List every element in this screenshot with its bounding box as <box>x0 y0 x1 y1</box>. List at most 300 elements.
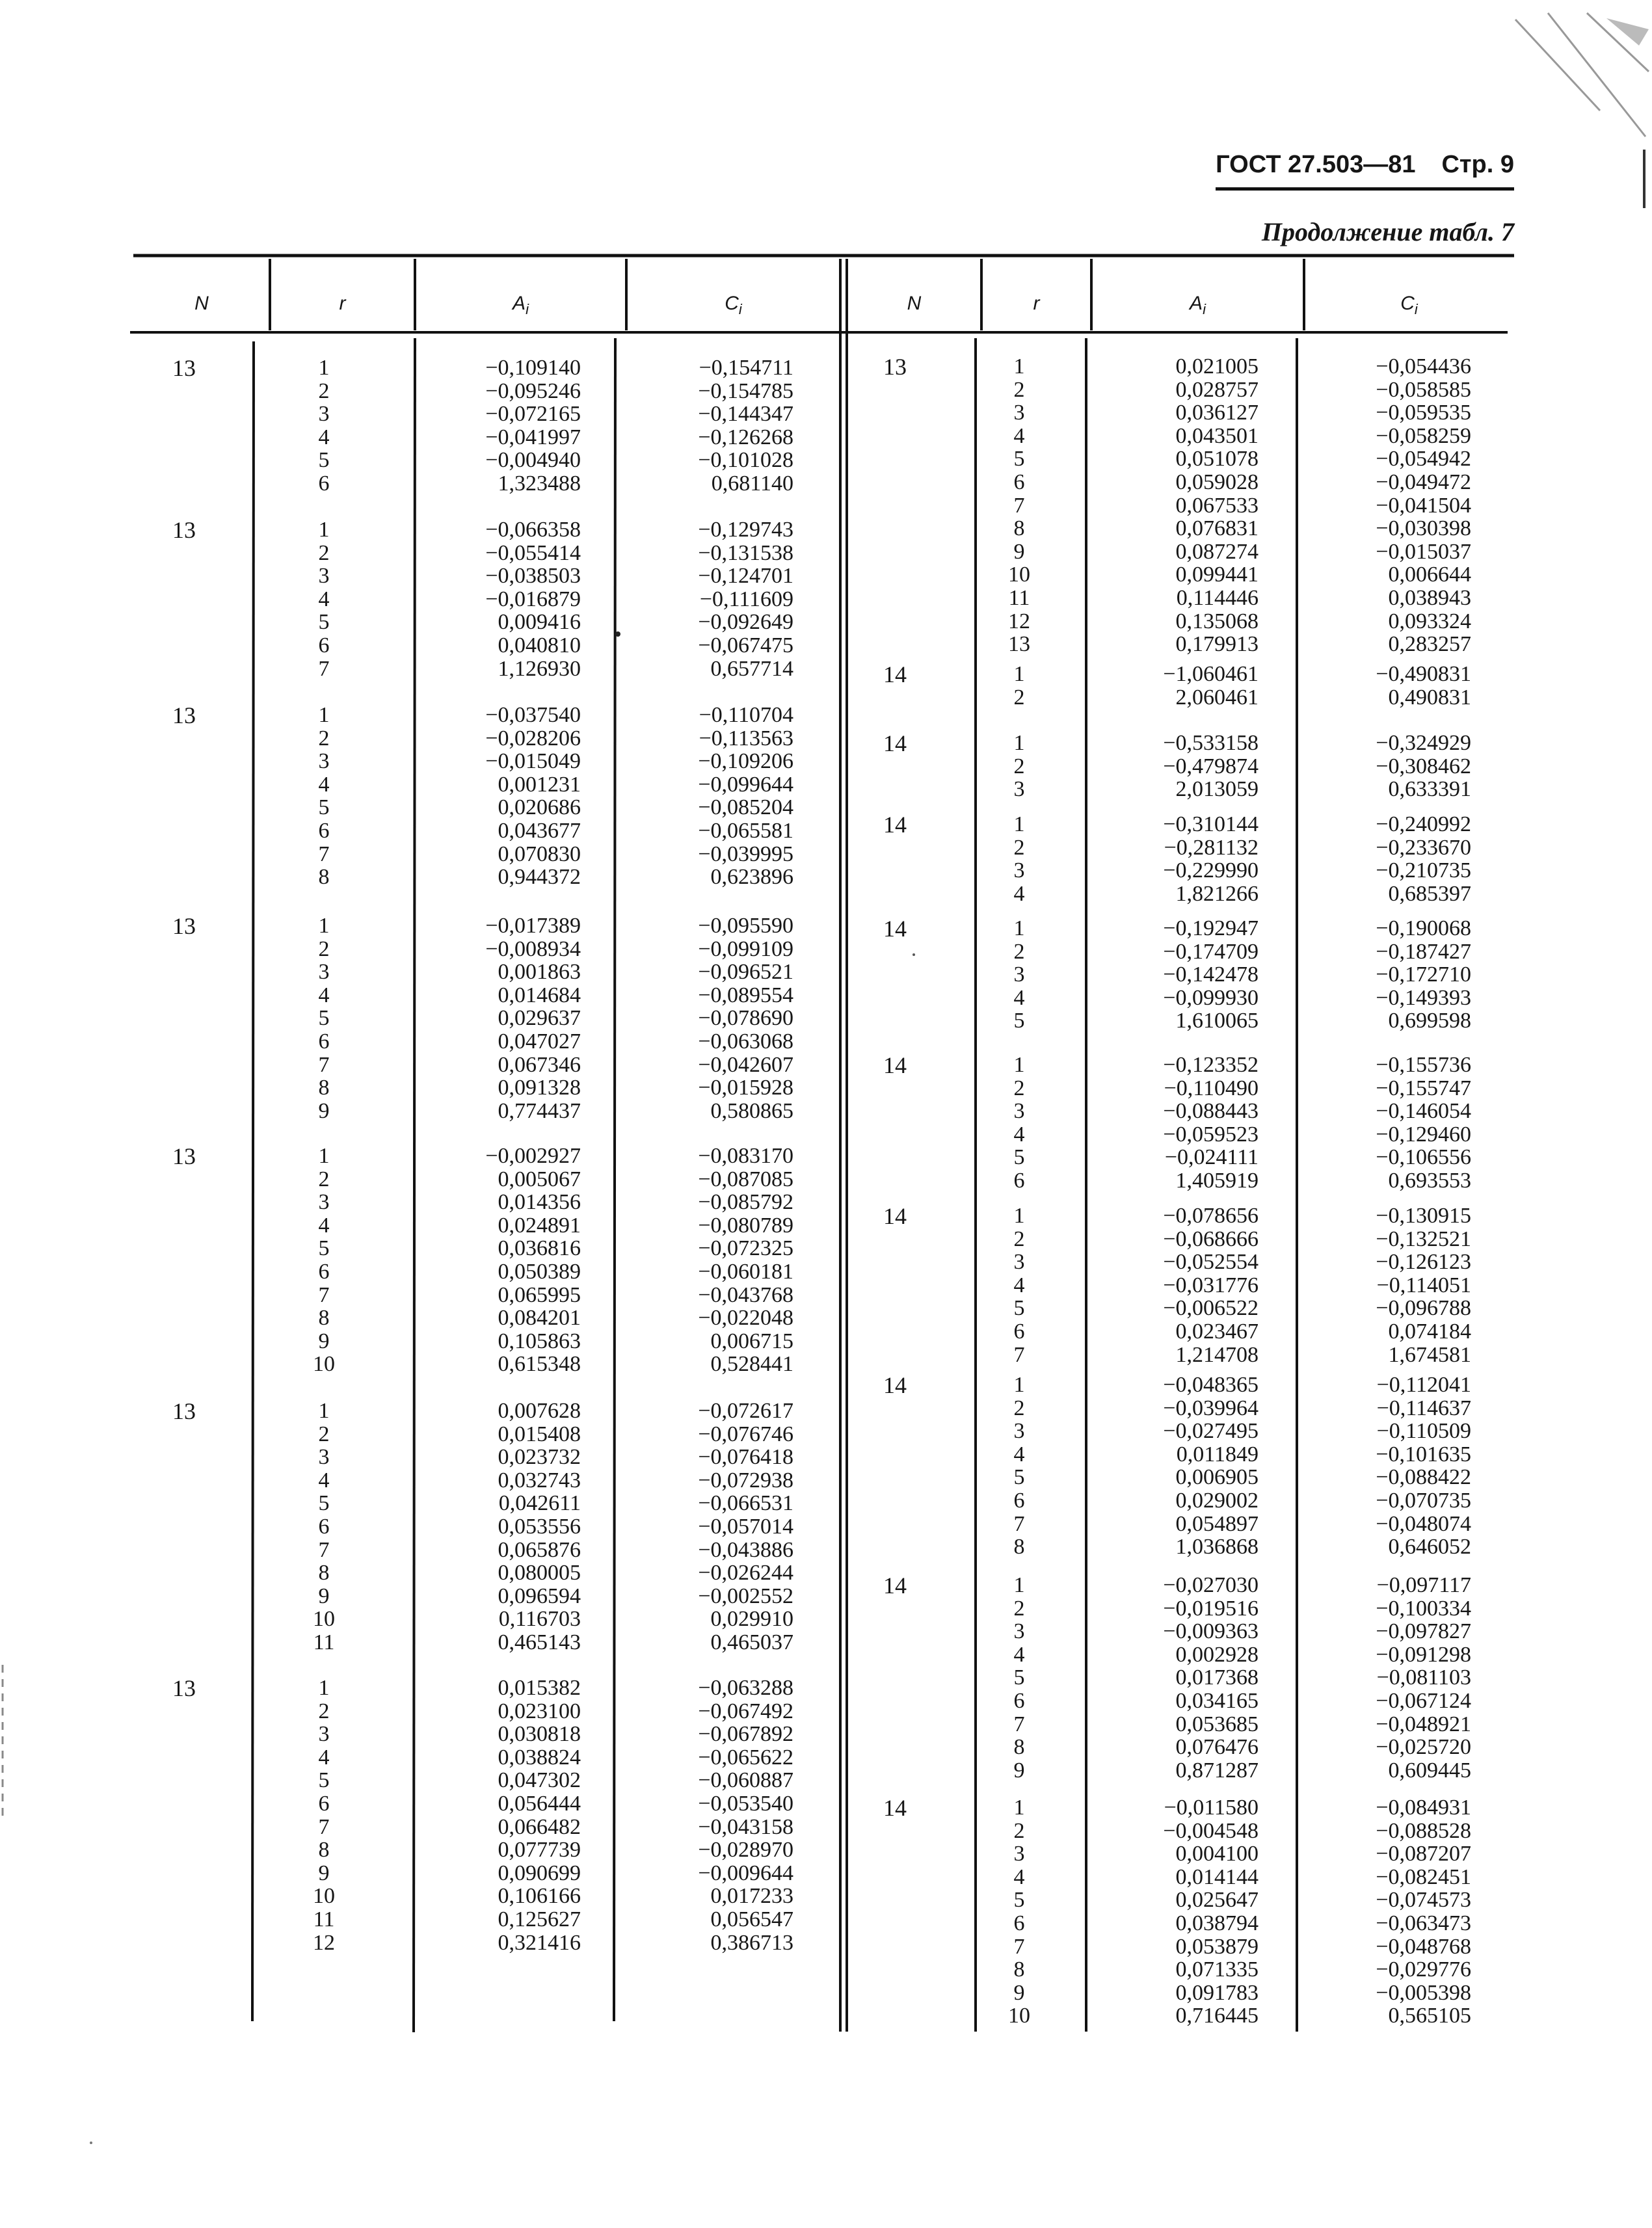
r-value: 8 <box>1013 516 1025 541</box>
c-value: 0,056547 <box>710 1907 793 1931</box>
c-value: −0,053540 <box>698 1791 793 1816</box>
r-value: 2 <box>318 726 330 750</box>
a-value: 0,065876 <box>498 1537 581 1562</box>
c-value: 0,609445 <box>1388 1758 1471 1783</box>
c-column <box>1302 732 1471 801</box>
r-column <box>304 704 343 889</box>
r-value: 1 <box>318 914 330 938</box>
r-value: 9 <box>1013 539 1025 564</box>
r-value: 5 <box>1013 1145 1025 1170</box>
a-value: 0,034165 <box>1175 1688 1259 1713</box>
r-value: 2 <box>318 1167 330 1191</box>
r-column <box>1000 1796 1039 2028</box>
a-value: 0,070830 <box>498 842 581 866</box>
c-value: −0,059535 <box>1376 401 1471 425</box>
r-value: 7 <box>1013 1712 1025 1736</box>
r-value: 7 <box>318 842 330 866</box>
col-header-c-subscript: i <box>738 301 742 317</box>
c-value: −0,091298 <box>1376 1642 1471 1667</box>
col-header-n-label: N <box>907 293 922 314</box>
n-value: 13 <box>172 1398 196 1424</box>
c-value: −0,041504 <box>1376 493 1471 518</box>
a-value: −0,037540 <box>485 703 581 727</box>
r-value: 1 <box>1013 812 1025 836</box>
r-value: 11 <box>1008 585 1030 610</box>
c-value: −0,082451 <box>1376 1864 1471 1889</box>
r-value: 1 <box>318 518 330 542</box>
col-header-c-label: C <box>725 293 739 314</box>
a-column <box>412 356 581 496</box>
c-column <box>1302 1373 1471 1559</box>
c-column <box>624 518 793 680</box>
r-value: 12 <box>313 1930 335 1955</box>
page-number: Стр. 9 <box>1441 151 1514 178</box>
r-column <box>1000 1373 1039 1559</box>
a-value: 0,054897 <box>1175 1511 1259 1536</box>
a-value: 0,036816 <box>498 1236 581 1261</box>
r-value: 2 <box>318 1422 330 1446</box>
r-value: 5 <box>1013 1296 1025 1321</box>
a-value: 0,043501 <box>1175 423 1259 448</box>
c-value: −0,172710 <box>1376 962 1471 987</box>
a-value: −0,533158 <box>1163 731 1259 755</box>
col-rule <box>252 341 254 2021</box>
c-value: −0,022048 <box>698 1306 793 1331</box>
a-value: 0,091783 <box>1175 1980 1259 2005</box>
r-value: 10 <box>313 1352 335 1377</box>
n-value: 14 <box>883 1372 907 1398</box>
r-value: 6 <box>318 818 330 843</box>
a-value: −0,052554 <box>1163 1250 1259 1275</box>
a-value: −0,479874 <box>1163 754 1259 778</box>
n-value: 14 <box>883 730 907 756</box>
r-value: 7 <box>1013 1511 1025 1536</box>
a-value: −0,099930 <box>1163 985 1259 1010</box>
r-value: 2 <box>1013 835 1025 860</box>
a-value: 0,087274 <box>1175 539 1259 564</box>
c-value: −0,085204 <box>698 795 793 820</box>
r-value: 9 <box>318 1861 330 1885</box>
c-column <box>624 914 793 1122</box>
r-value: 4 <box>318 587 330 611</box>
c-value: −0,114051 <box>1376 1273 1471 1297</box>
c-value: −0,111609 <box>699 587 793 611</box>
a-value: 0,040810 <box>498 633 581 657</box>
c-column <box>624 704 793 889</box>
c-value: −0,210735 <box>1376 858 1471 883</box>
a-value: 0,059028 <box>1175 470 1259 494</box>
a-value: 0,014144 <box>1175 1864 1259 1889</box>
r-column <box>1000 917 1039 1033</box>
c-value: −0,095590 <box>698 914 793 938</box>
r-column <box>1000 663 1039 709</box>
a-value: 0,011849 <box>1176 1442 1259 1466</box>
r-value: 3 <box>1013 401 1025 425</box>
c-value: −0,002552 <box>698 1584 793 1608</box>
r-value: 9 <box>318 1329 330 1353</box>
a-value: 0,716445 <box>1175 2004 1259 2028</box>
r-value: 10 <box>1008 563 1030 587</box>
a-column <box>412 1145 581 1376</box>
r-value: 5 <box>1013 1888 1025 1913</box>
c-value: 0,623896 <box>710 865 793 890</box>
a-value: 0,002928 <box>1175 1642 1259 1667</box>
c-value: −0,076418 <box>698 1445 793 1470</box>
c-value: −0,066531 <box>698 1491 793 1516</box>
a-column <box>1089 1373 1259 1559</box>
r-value: 11 <box>313 1630 335 1654</box>
a-value: 0,030818 <box>498 1722 581 1747</box>
r-value: 8 <box>1013 1535 1025 1559</box>
a-value: −0,004940 <box>485 448 581 473</box>
a-value: 0,036127 <box>1175 401 1259 425</box>
c-value: 0,006715 <box>710 1329 793 1353</box>
r-value: 6 <box>318 471 330 496</box>
r-value: 3 <box>318 1445 330 1470</box>
a-value: 0,023732 <box>498 1445 581 1470</box>
r-column <box>304 1399 343 1654</box>
r-value: 6 <box>318 1514 330 1539</box>
a-value: 0,014684 <box>498 983 581 1007</box>
c-value: −0,101635 <box>1376 1442 1471 1466</box>
r-value: 5 <box>1013 1465 1025 1490</box>
r-value: 1 <box>318 1676 330 1700</box>
c-value: −0,155736 <box>1376 1053 1471 1077</box>
c-value: 0,029910 <box>710 1607 793 1632</box>
c-value: −0,132521 <box>1376 1227 1471 1251</box>
c-column <box>1302 1204 1471 1366</box>
c-value: −0,054436 <box>1376 354 1471 378</box>
r-value: 9 <box>318 1584 330 1608</box>
r-value: 6 <box>1013 1911 1025 1935</box>
r-value: 2 <box>1013 685 1025 710</box>
a-value: 0,023100 <box>498 1699 581 1723</box>
a-value: 0,114446 <box>1176 585 1259 610</box>
c-value: 0,681140 <box>711 471 793 496</box>
a-column <box>412 1399 581 1654</box>
a-value: 0,029637 <box>498 1006 581 1031</box>
c-value: −0,015037 <box>1376 539 1471 564</box>
a-value: −0,068666 <box>1163 1227 1259 1251</box>
r-value: 1 <box>1013 1796 1025 1820</box>
a-value: −0,038503 <box>485 564 581 589</box>
col-header-c-right <box>1304 274 1514 333</box>
a-column <box>412 914 581 1122</box>
c-value: −0,005398 <box>1376 1980 1471 2005</box>
c-value: −0,096788 <box>1376 1296 1471 1321</box>
r-value: 4 <box>318 1745 330 1770</box>
r-column <box>304 356 343 496</box>
r-value: 3 <box>1013 1250 1025 1275</box>
r-column <box>1000 1204 1039 1366</box>
a-value: 0,032743 <box>498 1468 581 1492</box>
a-value: −0,011580 <box>1164 1796 1259 1820</box>
a-value: −0,002927 <box>485 1144 581 1168</box>
c-value: −0,096521 <box>698 960 793 985</box>
c-value: −0,048074 <box>1376 1511 1471 1536</box>
r-column <box>304 1677 343 1954</box>
a-value: 0,001863 <box>498 960 581 985</box>
page-header <box>1216 148 1514 191</box>
r-value: 3 <box>1013 1419 1025 1444</box>
c-value: −0,043886 <box>698 1537 793 1562</box>
a-value: 0,029002 <box>1175 1488 1259 1513</box>
n-value: 13 <box>172 517 196 543</box>
c-value: −0,100334 <box>1376 1596 1471 1621</box>
a-value: 0,465143 <box>498 1630 581 1654</box>
r-value: 2 <box>318 1699 330 1723</box>
a-value: 0,774437 <box>498 1098 581 1123</box>
a-value: 0,047027 <box>498 1029 581 1054</box>
r-value: 5 <box>1013 1665 1025 1690</box>
col-header-a-right <box>1091 274 1304 333</box>
c-value: 0,074184 <box>1388 1319 1471 1344</box>
a-value: 0,080005 <box>498 1561 581 1585</box>
col-header-r-label: r <box>1033 293 1040 314</box>
a-value: 0,043677 <box>498 818 581 843</box>
a-value: 0,024891 <box>498 1213 581 1238</box>
c-value: −0,015928 <box>698 1076 793 1100</box>
n-value: 13 <box>883 354 907 380</box>
r-value: 2 <box>1013 754 1025 778</box>
a-value: −0,310144 <box>1163 812 1259 836</box>
a-value: 0,014356 <box>498 1190 581 1215</box>
r-value: 9 <box>318 1098 330 1123</box>
c-value: −0,187427 <box>1376 939 1471 964</box>
r-value: 9 <box>1013 1758 1025 1783</box>
c-value: −0,074573 <box>1376 1888 1471 1913</box>
a-value: 0,105863 <box>498 1329 581 1353</box>
r-column <box>1000 1574 1039 1782</box>
table-continuation-caption: Продолжение табл. 7 <box>1261 217 1514 246</box>
a-column <box>1089 813 1259 905</box>
r-value: 5 <box>318 795 330 820</box>
c-value: −0,144347 <box>698 402 793 427</box>
a-column <box>1089 1574 1259 1782</box>
a-value: 0,076831 <box>1175 516 1259 541</box>
a-column <box>1089 732 1259 801</box>
r-value: 6 <box>318 633 330 657</box>
col-header-n-left <box>133 274 270 333</box>
r-value: 8 <box>318 865 330 890</box>
a-value: −0,041997 <box>485 425 581 449</box>
a-column <box>412 704 581 889</box>
a-column <box>1089 1796 1259 2028</box>
r-value: 7 <box>318 656 330 681</box>
c-value: −0,063068 <box>698 1029 793 1054</box>
c-value: −0,058259 <box>1376 423 1471 448</box>
r-value: 2 <box>1013 1396 1025 1420</box>
r-value: 3 <box>318 402 330 427</box>
r-value: 13 <box>1008 632 1030 657</box>
c-value: −0,043768 <box>698 1282 793 1307</box>
a-value: 0,023467 <box>1175 1319 1259 1344</box>
a-value: −0,031776 <box>1163 1273 1259 1297</box>
a-value: 2,060461 <box>1175 685 1259 710</box>
a-value: 0,038794 <box>1175 1911 1259 1935</box>
c-value: −0,076746 <box>698 1422 793 1446</box>
n-value: 13 <box>172 1675 196 1701</box>
r-value: 4 <box>1013 1273 1025 1297</box>
a-value: −0,016879 <box>485 587 581 611</box>
c-value: 0,386713 <box>710 1930 793 1955</box>
scan-artifact-mark <box>1606 18 1649 46</box>
c-column <box>1302 917 1471 1033</box>
col-header-r-label: r <box>339 293 346 314</box>
a-value: −0,192947 <box>1163 916 1259 940</box>
a-value: 0,021005 <box>1175 354 1259 378</box>
c-value: 0,693553 <box>1388 1168 1471 1193</box>
r-column <box>1000 1054 1039 1193</box>
n-value: 13 <box>172 913 196 939</box>
r-value: 1 <box>1013 1573 1025 1597</box>
a-value: 0,077739 <box>498 1838 581 1863</box>
r-value: 5 <box>318 1491 330 1516</box>
a-value: −0,027495 <box>1163 1419 1259 1444</box>
c-value: 1,674581 <box>1388 1342 1471 1367</box>
c-value: −0,039995 <box>698 842 793 866</box>
a-value: 0,020686 <box>498 795 581 820</box>
a-value: 0,007628 <box>498 1399 581 1423</box>
r-value: 8 <box>318 1076 330 1100</box>
r-value: 1 <box>1013 916 1025 940</box>
r-value: 3 <box>318 960 330 985</box>
r-value: 1 <box>318 703 330 727</box>
r-value: 10 <box>313 1607 335 1632</box>
a-column <box>412 1677 581 1954</box>
a-value: 0,017368 <box>1175 1665 1259 1690</box>
r-value: 3 <box>318 564 330 589</box>
c-value: −0,063288 <box>698 1676 793 1700</box>
n-value: 14 <box>883 1795 907 1821</box>
c-value: 0,283257 <box>1388 632 1471 657</box>
r-value: 7 <box>318 1052 330 1077</box>
r-value: 1 <box>1013 1204 1025 1228</box>
a-value: 0,006905 <box>1175 1465 1259 1490</box>
a-value: −0,055414 <box>485 540 581 565</box>
r-value: 4 <box>1013 1122 1025 1147</box>
r-value: 8 <box>1013 1957 1025 1982</box>
r-value: 4 <box>1013 881 1025 906</box>
r-value: 4 <box>318 1468 330 1492</box>
c-value: −0,081103 <box>1376 1665 1471 1690</box>
c-value: −0,112041 <box>1376 1373 1471 1397</box>
r-value: 6 <box>1013 1168 1025 1193</box>
c-value: −0,490831 <box>1376 662 1471 686</box>
c-value: 0,017233 <box>710 1884 793 1909</box>
r-column <box>304 1145 343 1376</box>
a-value: 0,028757 <box>1175 377 1259 402</box>
c-value: −0,099644 <box>698 772 793 797</box>
a-value: 0,005067 <box>498 1167 581 1191</box>
r-value: 2 <box>1013 1818 1025 1843</box>
n-value: 14 <box>883 661 907 687</box>
a-value: 0,615348 <box>498 1352 581 1377</box>
r-value: 1 <box>1013 731 1025 755</box>
c-value: −0,154785 <box>698 378 793 403</box>
c-value: −0,233670 <box>1376 835 1471 860</box>
c-value: −0,067892 <box>698 1722 793 1747</box>
c-column <box>1302 355 1471 656</box>
c-value: −0,080789 <box>698 1213 793 1238</box>
c-value: −0,088528 <box>1376 1818 1471 1843</box>
r-column <box>1000 732 1039 801</box>
a-value: 1,036868 <box>1175 1535 1259 1559</box>
a-value: −0,123352 <box>1163 1053 1259 1077</box>
col-header-c-label: C <box>1400 293 1415 314</box>
n-value: 14 <box>883 1052 907 1078</box>
a-value: 0,053556 <box>498 1514 581 1539</box>
r-value: 2 <box>1013 939 1025 964</box>
r-value: 8 <box>1013 1735 1025 1760</box>
a-value: 0,871287 <box>1175 1758 1259 1783</box>
r-column <box>304 914 343 1122</box>
r-value: 3 <box>1013 777 1025 802</box>
a-value: 1,405919 <box>1175 1168 1259 1193</box>
a-value: −0,174709 <box>1163 939 1259 964</box>
c-value: 0,465037 <box>710 1630 793 1654</box>
a-value: 0,065995 <box>498 1282 581 1307</box>
c-value: 0,490831 <box>1388 685 1471 710</box>
c-value: −0,065581 <box>698 818 793 843</box>
c-value: 0,580865 <box>710 1098 793 1123</box>
r-value: 6 <box>1013 1319 1025 1344</box>
c-value: −0,048768 <box>1376 1934 1471 1959</box>
c-value: −0,072617 <box>698 1399 793 1423</box>
r-value: 8 <box>318 1838 330 1863</box>
col-header-a-left <box>415 274 626 333</box>
r-value: 1 <box>318 1144 330 1168</box>
c-value: −0,110704 <box>699 703 793 727</box>
a-column <box>1089 663 1259 709</box>
c-value: −0,155747 <box>1376 1076 1471 1100</box>
a-value: 0,090699 <box>498 1861 581 1885</box>
a-column <box>412 518 581 680</box>
c-value: −0,067124 <box>1376 1688 1471 1713</box>
r-value: 3 <box>1013 1842 1025 1866</box>
a-value: −0,110490 <box>1164 1076 1259 1100</box>
r-value: 3 <box>1013 1619 1025 1644</box>
a-value: −0,095246 <box>485 378 581 403</box>
n-value: 14 <box>883 1203 907 1229</box>
a-value: 0,067346 <box>498 1052 581 1077</box>
c-value: −0,099109 <box>698 936 793 961</box>
col-header-c-subscript: i <box>1414 301 1418 317</box>
r-value: 7 <box>1013 493 1025 518</box>
r-value: 2 <box>1013 1076 1025 1100</box>
c-value: −0,190068 <box>1376 916 1471 940</box>
c-value: 0,646052 <box>1388 1535 1471 1559</box>
col-header-a-subscript: i <box>1203 301 1206 317</box>
c-value: 0,038943 <box>1388 585 1471 610</box>
r-value: 12 <box>1008 609 1030 633</box>
a-value: −0,008934 <box>485 936 581 961</box>
r-value: 1 <box>318 356 330 380</box>
a-value: 0,051078 <box>1175 447 1259 471</box>
a-value: 0,099441 <box>1175 563 1259 587</box>
c-value: −0,067492 <box>698 1699 793 1723</box>
c-value: −0,131538 <box>698 540 793 565</box>
c-column <box>1302 1054 1471 1193</box>
r-value: 3 <box>318 749 330 774</box>
a-value: 0,015382 <box>498 1676 581 1700</box>
c-value: −0,084931 <box>1376 1796 1471 1820</box>
col-header-n-label: N <box>194 293 209 314</box>
a-value: 0,179913 <box>1175 632 1259 657</box>
r-value: 11 <box>313 1907 335 1931</box>
r-value: 5 <box>318 610 330 635</box>
a-value: −0,017389 <box>485 914 581 938</box>
